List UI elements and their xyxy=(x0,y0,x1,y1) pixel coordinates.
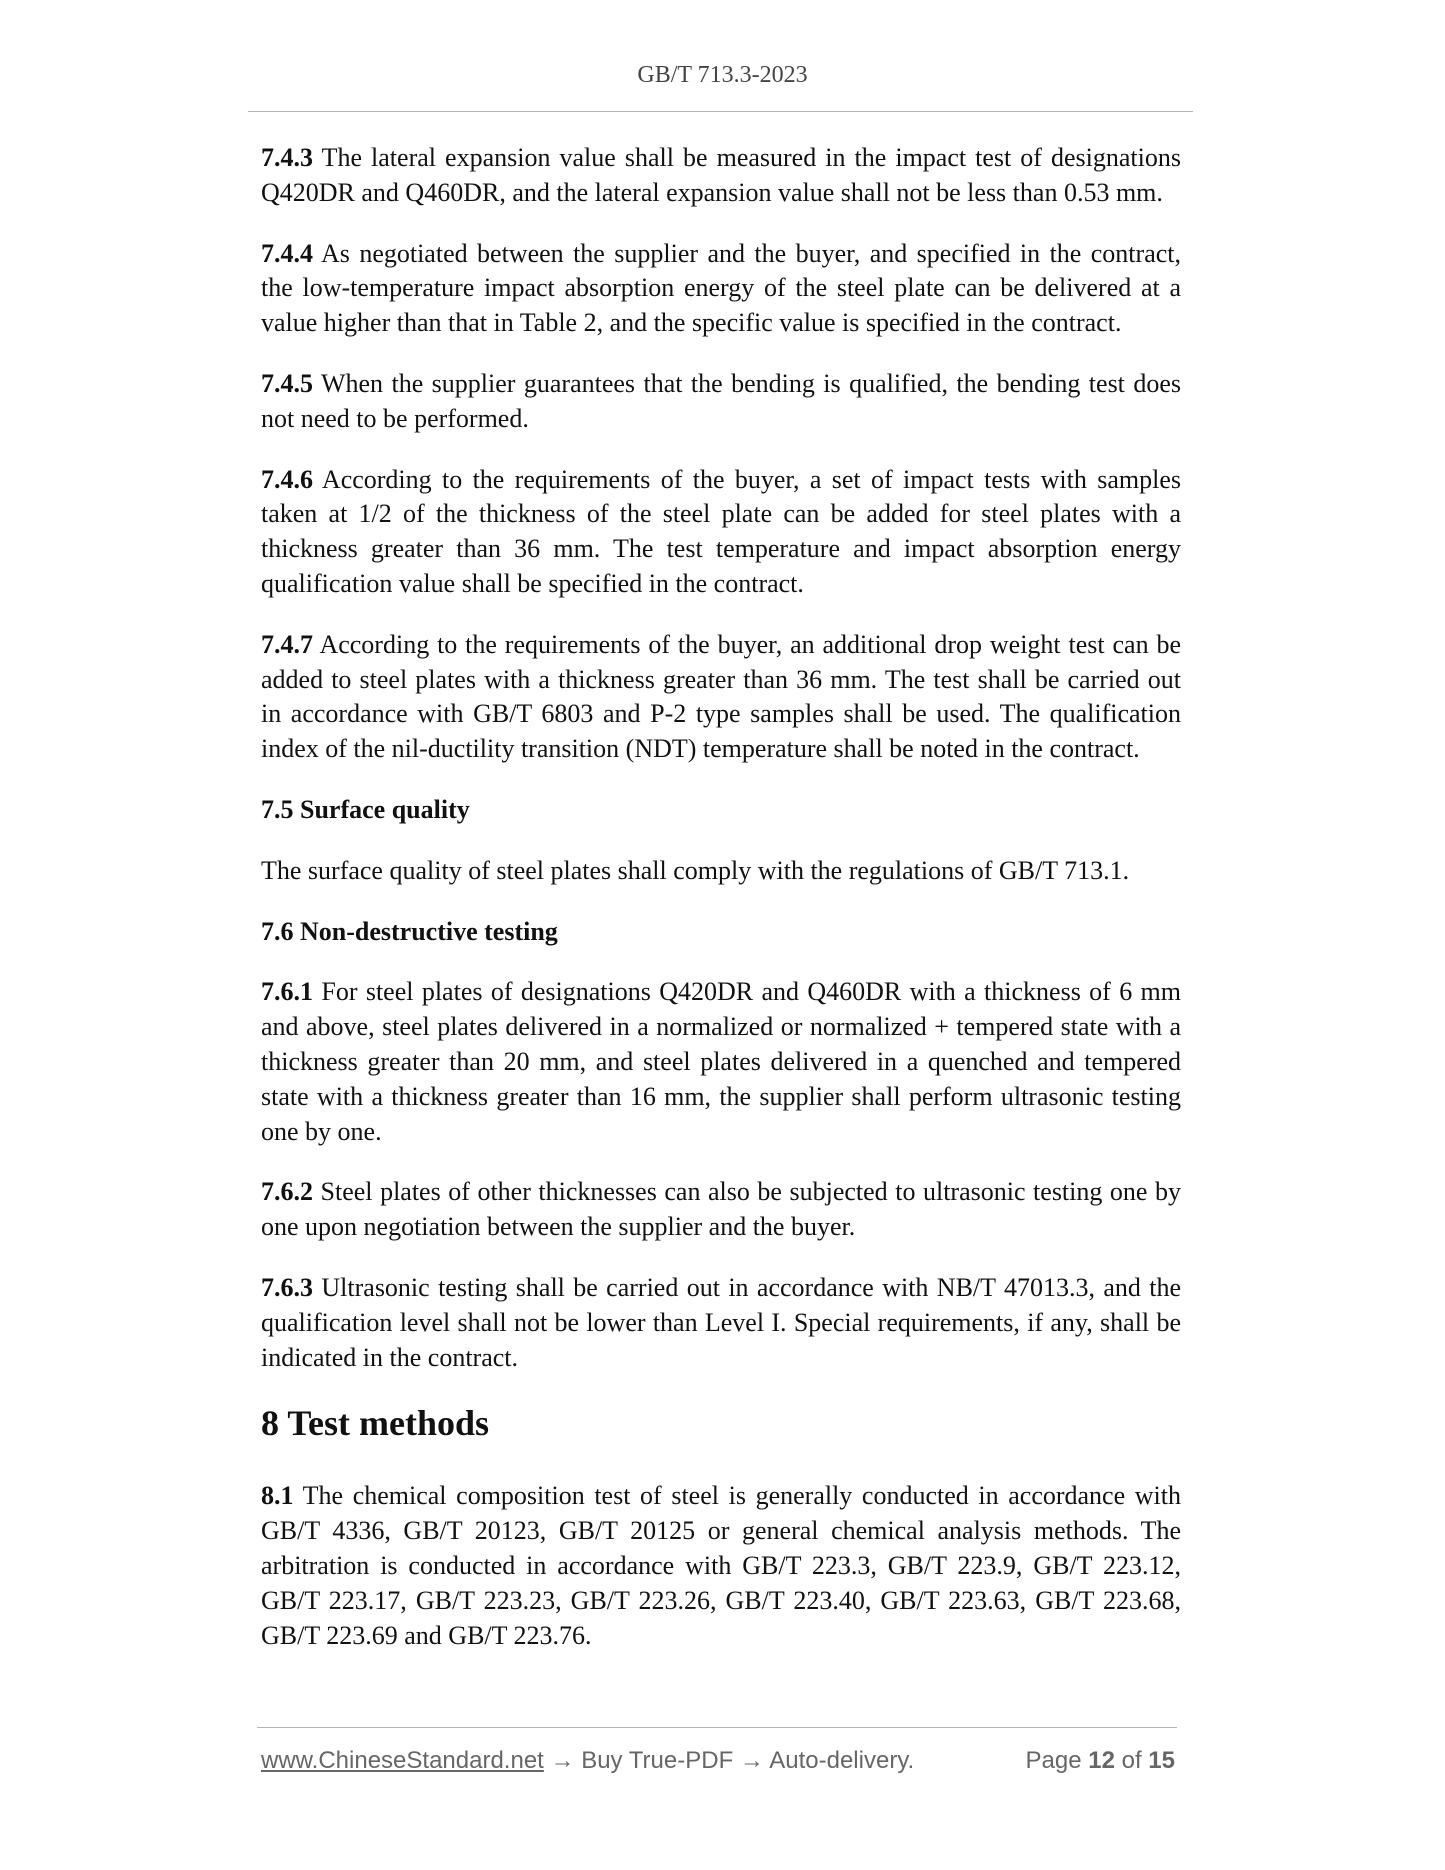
section-heading-non-destructive-testing: 7.6 Non-destructive testing xyxy=(261,916,558,946)
clause-7-4-6 xyxy=(261,463,1181,602)
clause-text: According to the requirements of the buyer, an additional drop weight test can be added to steel plates with a thickness greater than 36 mm. The test shall be carried out in accordance with GB/T 6803 and P-2 type samples shall be used. The qualification index of the nil-ductility transition (NDT) temperature shall be noted in the contract. xyxy=(261,629,1181,764)
clause-text: For steel plates of designations Q420DR and Q460DR with a thickness of 6 mm and above, steel plates delivered in a normalized or normalized + tempered state with a thickness greater than 20 mm, and steel plates delivered in a quenched and tempered state with a thickness greater than 16 mm, the supplier shall perform ultrasonic testing one by one. xyxy=(261,977,1181,1146)
clause-number: 7.4.5 xyxy=(261,368,313,398)
page-total: 15 xyxy=(1148,1747,1175,1774)
clause-8-1 xyxy=(261,1479,1181,1653)
clause-number: 7.4.7 xyxy=(261,629,313,659)
footer-promo xyxy=(261,1747,914,1775)
clause-text: Steel plates of other thicknesses can also be subjected to ultrasonic testing one by one upon negotiation between the supplier and the buyer. xyxy=(261,1177,1181,1242)
clause-7-6-2 xyxy=(261,1175,1181,1245)
clause-number: 7.4.6 xyxy=(261,464,313,494)
page-footer xyxy=(261,1747,1181,1777)
arrow-right-icon: → xyxy=(550,1747,575,1774)
clause-7-4-4 xyxy=(261,237,1181,341)
page-label: Page xyxy=(1025,1747,1082,1774)
clause-number: 8.1 xyxy=(261,1481,294,1511)
page-header: GB/T 713.3-2023 xyxy=(637,62,808,88)
chapter-heading-test-methods: 8 Test methods xyxy=(261,1403,490,1444)
document-body xyxy=(261,141,1181,1679)
clause-7-4-7 xyxy=(261,628,1181,767)
clause-7-4-5 xyxy=(261,367,1181,437)
clause-text: The lateral expansion value shall be measured in the impact test of designations Q420DR and Q460DR, and the lateral expansion value shall not be less than 0.53 mm. xyxy=(261,143,1181,207)
clause-number: 7.6.3 xyxy=(261,1272,313,1302)
clause-number: 7.4.4 xyxy=(261,238,313,268)
buy-pdf-text: Buy True-PDF xyxy=(581,1747,734,1774)
surface-quality-text: The surface quality of steel plates shall comply with the regulations of GB/T 713.1. xyxy=(261,855,1130,885)
of-label: of xyxy=(1121,1747,1142,1774)
arrow-right-icon: → xyxy=(739,1747,764,1774)
clause-7-4-3 xyxy=(261,141,1181,211)
page-number: 12 xyxy=(1088,1747,1115,1774)
page-indicator xyxy=(1026,1747,1176,1775)
clause-7-6-1 xyxy=(261,975,1181,1149)
header-divider xyxy=(248,111,1193,112)
clause-number: 7.4.3 xyxy=(261,143,313,172)
clause-number: 7.6.2 xyxy=(261,1177,313,1207)
clause-text: According to the requirements of the buyer, a set of impact tests with samples taken at 1/2 of the thickness of the steel plate can be added for steel plates with a thickness greater than 36 mm. The test temperature and impact absorption energy qualification value shall be specified in the contract. xyxy=(261,464,1181,598)
clause-text: When the supplier guarantees that the bending is qualified, the bending test does not need to be performed. xyxy=(261,368,1181,433)
clause-7-6-3 xyxy=(261,1271,1181,1375)
section-heading-surface-quality: 7.5 Surface quality xyxy=(261,794,470,824)
clause-text: As negotiated between the supplier and the buyer, and specified in the contract, the low-temperature impact absorption energy of the steel plate can be delivered at a value higher than that in Table 2, and the specific value is specified in the contract. xyxy=(261,238,1181,338)
clause-text: Ultrasonic testing shall be carried out in accordance with NB/T 47013.3, and the qualification level shall not be lower than Level I. Special requirements, if any, shall be indicated in the contract. xyxy=(261,1272,1181,1372)
clause-text: The chemical composition test of steel is generally conducted in accordance with GB/T 4336, GB/T 20123, GB/T 20125 or general chemical analysis methods. The arbitration is conducted in accordance with GB/T 223.3, GB/T 223.9, GB/T 223.12, GB/T 223.17, GB/T 223.23, GB/T 223.26, GB/T 223.40, GB/T 223.63, GB/T 223.68, GB/T 223.69 and GB/T 223.76. xyxy=(261,1481,1181,1650)
auto-delivery-text: Auto-delivery. xyxy=(769,1747,915,1774)
website-link[interactable]: www.ChineseStandard.net xyxy=(261,1747,544,1774)
clause-number: 7.6.1 xyxy=(261,977,313,1007)
footer-divider xyxy=(257,1727,1177,1728)
